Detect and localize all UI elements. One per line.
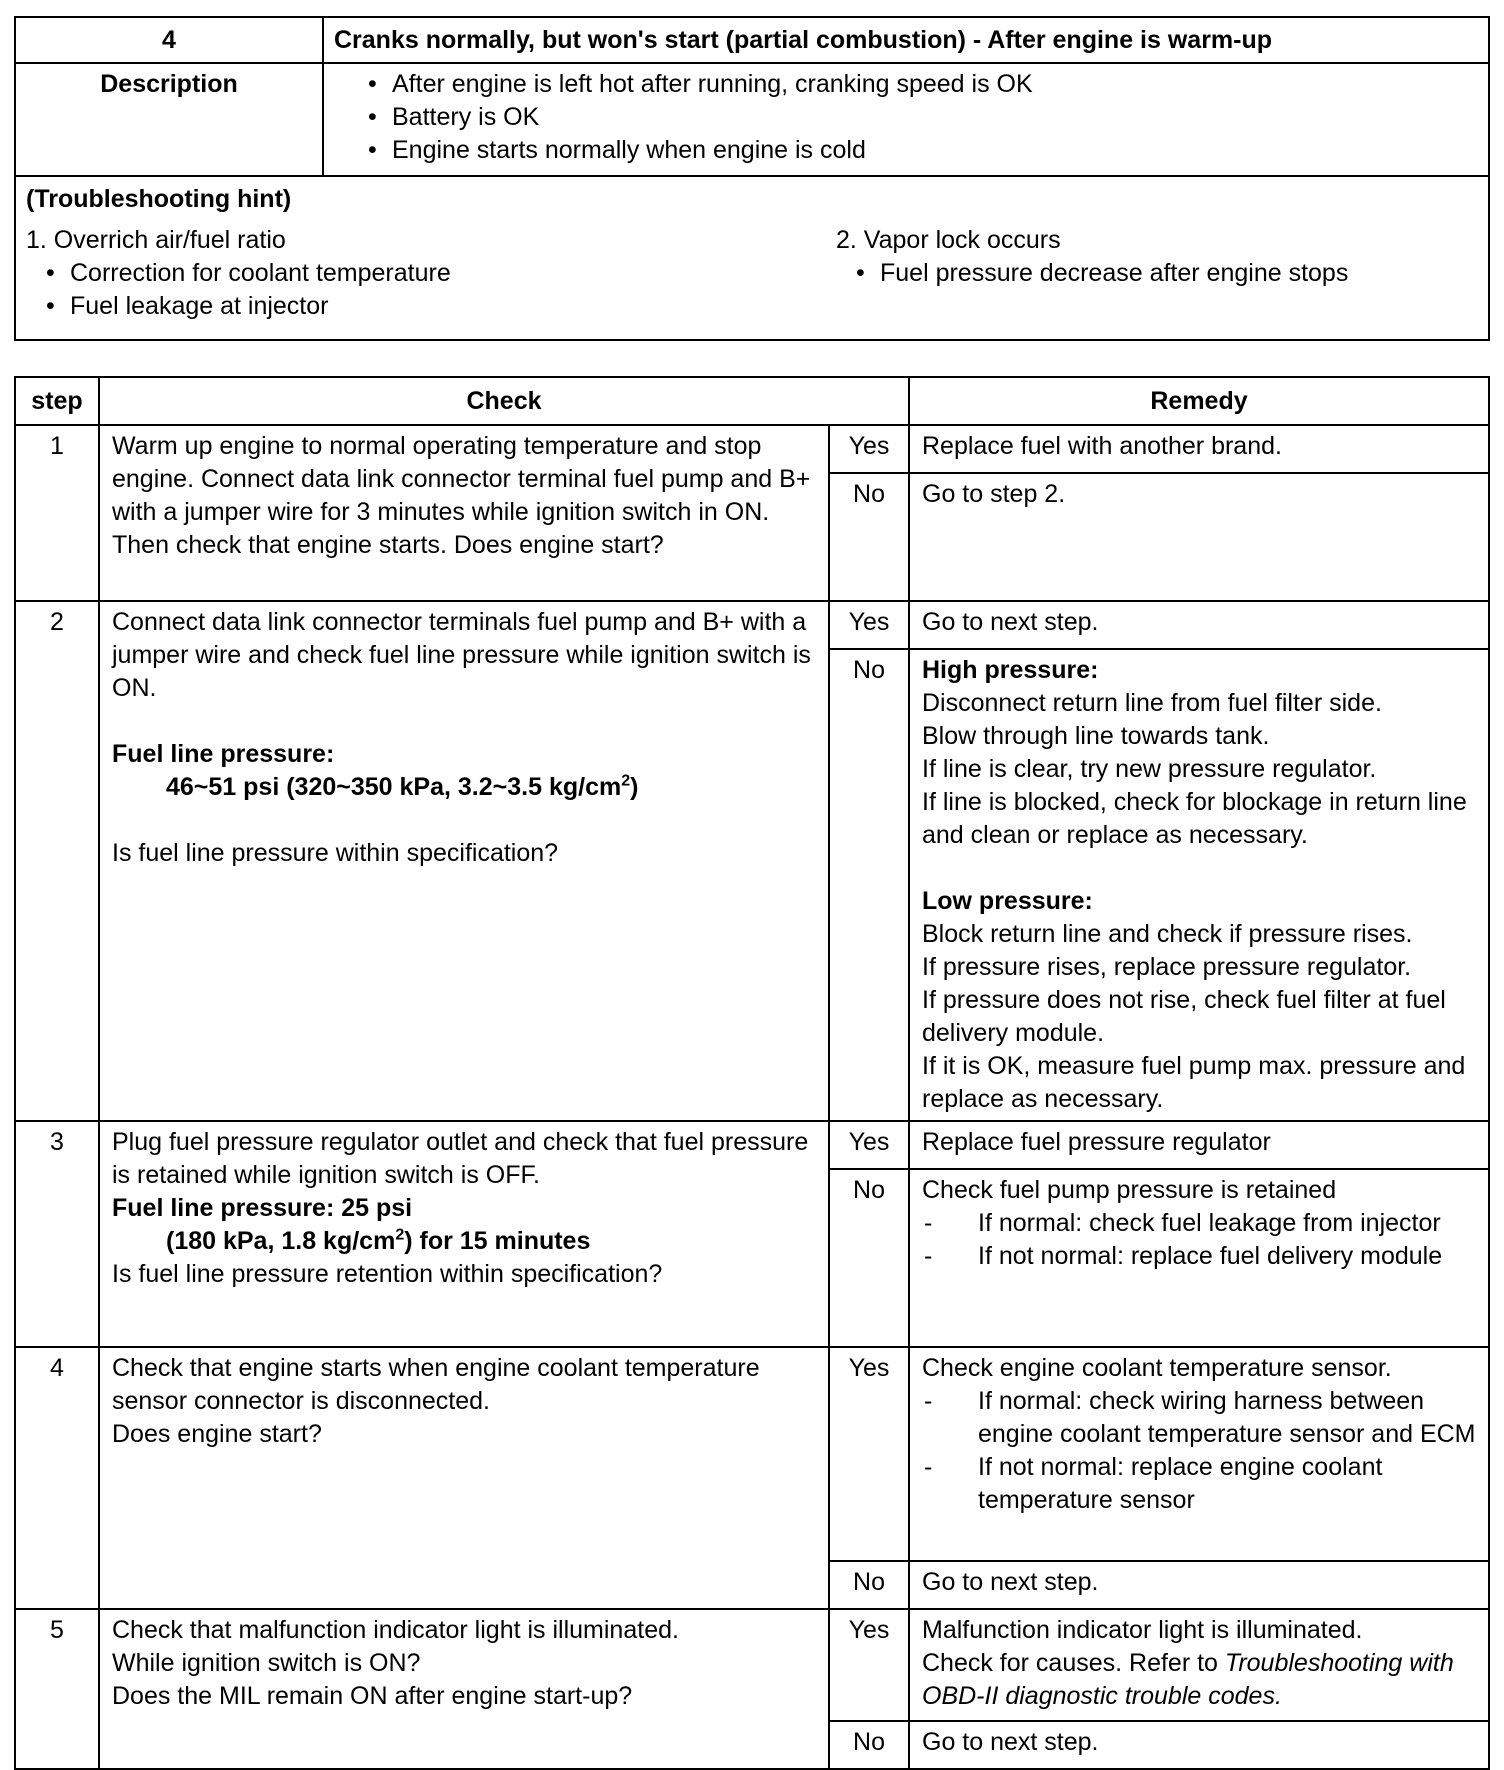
step-check: Warm up engine to normal operating temperature and stop engine. Connect data link connector terminal fuel pump and B+ with a jumper wire for 3 minutes while ignition switch in ON. Then check that engine starts. Does engine start? (99, 425, 829, 601)
description-item: • After engine is left hot after running, cranking speed is OK (362, 68, 1478, 101)
remedy-yes: Replace fuel with another brand. (909, 425, 1489, 473)
step-number: 5 (15, 1609, 99, 1769)
remedy-line: If line is blocked, check for blockage in return line and clean or replace as necessary. (922, 788, 1467, 849)
hint-item: • Fuel pressure decrease after engine stops (850, 257, 1348, 290)
step-check (99, 1121, 829, 1347)
answer-yes: Yes (829, 425, 909, 473)
answer-yes: Yes (829, 601, 909, 649)
remedy-yes: Go to next step. (909, 601, 1489, 649)
answer-no: No (829, 1169, 909, 1347)
remedy-line: If pressure rises, replace pressure regulator. (922, 953, 1412, 981)
answer-no: No (829, 649, 909, 1121)
remedy-line: Check fuel pump pressure is retained (922, 1176, 1337, 1204)
remedy-item: - If not normal: replace engine coolant temperature sensor (922, 1451, 1476, 1517)
remedy-item: - If normal: check fuel leakage from injector (922, 1207, 1476, 1240)
remedy-line: If it is OK, measure fuel pump max. pressure and replace as necessary. (922, 1052, 1466, 1113)
remedy-yes: Replace fuel pressure regulator (909, 1121, 1489, 1169)
remedy-line: Blow through line towards tank. (922, 722, 1270, 750)
hint-columns (26, 224, 1478, 323)
spec-value: 46~51 psi (320~350 kPa, 3.2~3.5 $kg/cm^2$) (166, 772, 639, 801)
hint-1-list (26, 257, 836, 323)
high-pressure-label: High pressure: (922, 656, 1099, 684)
table-row (15, 1609, 1489, 1721)
remedy-line: Disconnect return line from fuel filter side. (922, 689, 1382, 717)
spec-label: Fuel line pressure: 25 psi (112, 1194, 413, 1222)
table-row (15, 601, 1489, 649)
remedy-no: Go to next step. (909, 1721, 1489, 1769)
answer-yes: Yes (829, 1121, 909, 1169)
check-question: Is fuel line pressure retention within specification? (112, 1260, 663, 1288)
col-header-step: step (15, 377, 99, 425)
remedy-line: If line is clear, try new pressure regulator. (922, 755, 1377, 783)
diagnostic-steps-table (14, 376, 1490, 1770)
description-list (362, 68, 1478, 167)
check-text: Plug fuel pressure regulator outlet and check that fuel pressure is retained while ignition switch is OFF. (112, 1128, 809, 1189)
remedy-list (922, 1207, 1476, 1273)
check-text: Connect data link connector terminals fuel pump and B+ with a jumper wire and check fuel line pressure while ignition switch is ON. (112, 608, 811, 702)
hint-2 (836, 224, 1348, 323)
remedy-no (909, 649, 1489, 1121)
table-row (15, 425, 1489, 473)
symptom-title: Cranks normally, but won's start (partial combustion) - After engine is warm-up (323, 17, 1489, 63)
description-content (323, 63, 1489, 176)
table-row (15, 1121, 1489, 1169)
troubleshooting-hint-cell (15, 176, 1489, 340)
hint-item: • Correction for coolant temperature (40, 257, 836, 290)
remedy-line: If pressure does not rise, check fuel filter at fuel delivery module. (922, 986, 1446, 1047)
check-question: Is fuel line pressure within specification? (112, 839, 559, 867)
remedy-line: Malfunction indicator light is illuminated. (922, 1616, 1363, 1644)
answer-no: No (829, 1561, 909, 1609)
step-number: 4 (15, 1347, 99, 1609)
description-item: • Engine starts normally when engine is cold (362, 134, 1478, 167)
table-row (15, 1347, 1489, 1561)
spec-label: Fuel line pressure: (112, 740, 335, 768)
description-item: • Battery is OK (362, 101, 1478, 134)
remedy-line: Check engine coolant temperature sensor. (922, 1354, 1392, 1382)
step-number: 1 (15, 425, 99, 601)
remedy-no: Go to next step. (909, 1561, 1489, 1609)
hint-label: (Troubleshooting hint) (26, 185, 292, 213)
answer-no: No (829, 473, 909, 601)
remedy-item: - If not normal: replace fuel delivery module (922, 1240, 1476, 1273)
answer-no: No (829, 1721, 909, 1769)
check-question: Does the MIL remain ON after engine start-up? (112, 1682, 633, 1710)
check-text: Check that engine starts when engine coolant temperature sensor connector is disconnected. (112, 1354, 760, 1415)
answer-yes: Yes (829, 1347, 909, 1561)
remedy-yes (909, 1347, 1489, 1561)
reference-link-text: Troubleshooting with OBD-II diagnostic trouble codes. (922, 1649, 1454, 1710)
remedy-line: Check for causes. Refer to Troubleshooting with OBD-II diagnostic trouble codes. (922, 1649, 1454, 1710)
spec-value: (180 kPa, 1.8 $kg/cm^2$) for 15 minutes (166, 1226, 591, 1255)
step-check (99, 1347, 829, 1609)
remedy-yes (909, 1609, 1489, 1721)
check-text: While ignition switch is ON? (112, 1649, 421, 1677)
remedy-line: Block return line and check if pressure rises. (922, 920, 1413, 948)
remedy-no (909, 1169, 1489, 1347)
symptom-number: 4 (15, 17, 323, 63)
answer-yes: Yes (829, 1609, 909, 1721)
col-header-remedy: Remedy (909, 377, 1489, 425)
remedy-list (922, 1385, 1476, 1517)
remedy-item: - If normal: check wiring harness between engine coolant temperature sensor and ECM (922, 1385, 1476, 1451)
hint-1 (26, 224, 836, 323)
low-pressure-label: Low pressure: (922, 887, 1093, 915)
hint-2-list (836, 257, 1348, 290)
step-number: 3 (15, 1121, 99, 1347)
hint-item: • Fuel leakage at injector (40, 290, 836, 323)
symptom-header-table (14, 16, 1490, 341)
check-text: Check that malfunction indicator light is illuminated. (112, 1616, 679, 1644)
description-label: Description (15, 63, 323, 176)
col-header-check: Check (99, 377, 909, 425)
remedy-no: Go to step 2. (909, 473, 1489, 601)
check-question: Does engine start? (112, 1420, 322, 1448)
step-number: 2 (15, 601, 99, 1121)
hint-2-title: 2. Vapor lock occurs (836, 226, 1061, 254)
step-check (99, 601, 829, 1121)
hint-1-title: 1. Overrich air/fuel ratio (26, 226, 286, 254)
step-check (99, 1609, 829, 1769)
